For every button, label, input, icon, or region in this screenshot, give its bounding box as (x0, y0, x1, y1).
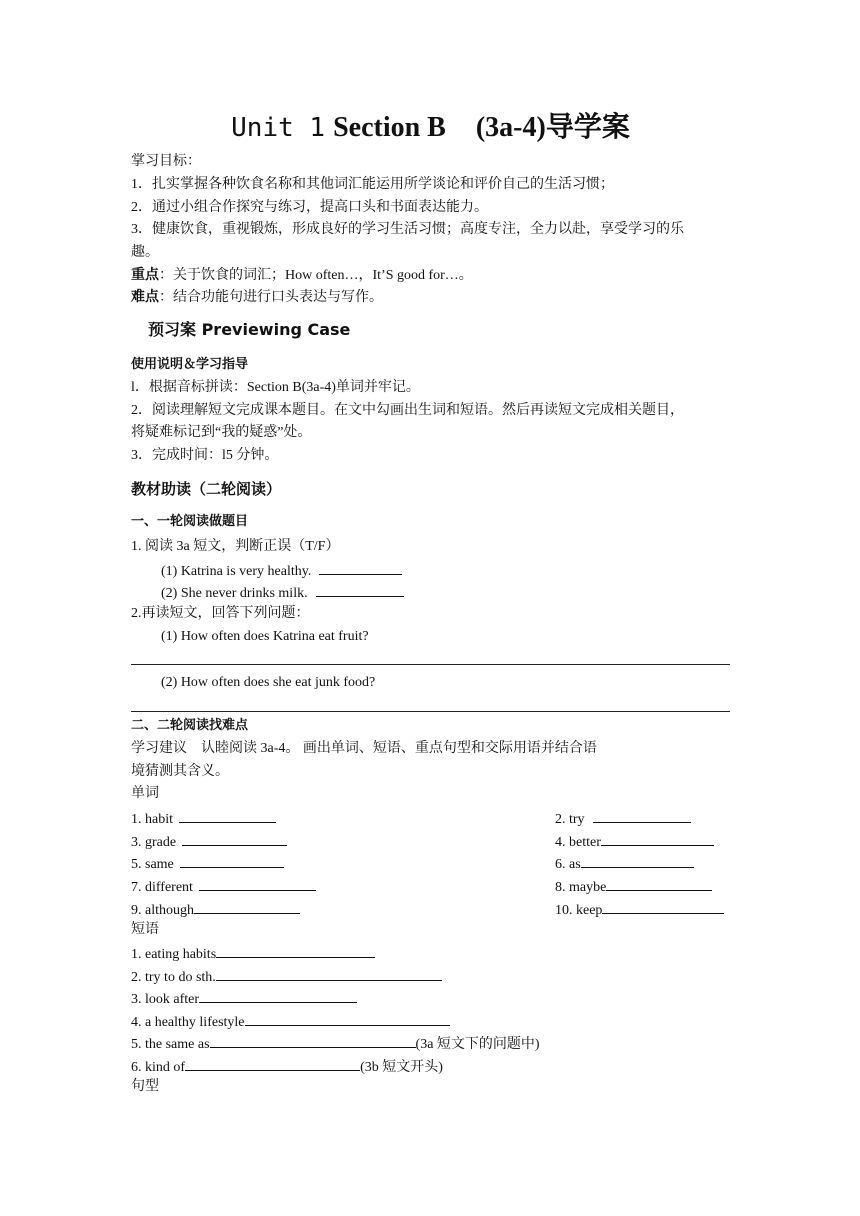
guide-item-3: 将疑难标记到“我的疑惑”处。 (131, 425, 312, 440)
second-reading-heading: 二、二轮阅读找难点 (131, 718, 249, 733)
study-advice-2: 境猜测其含义。 (131, 764, 229, 779)
qa-item-1: (1) How often does Katrina eat fruit? (161, 629, 369, 644)
title-section: Section B (333, 112, 446, 143)
key-text: ：关于饮食的词汇；How often…，It’S good for…。 (159, 268, 473, 283)
phrase-item (131, 1056, 443, 1078)
word-blank[interactable] (180, 853, 284, 868)
word-item (131, 899, 300, 921)
goal-item-2: 2．通过小组合作探究与练习，提高口头和书面表达能力。 (131, 200, 488, 215)
tf-item-1-text: (1) Katrina is very healthy. (161, 564, 312, 579)
guide-item-4: 3．完成时间：l5 分钟。 (131, 448, 279, 463)
answer-line-1[interactable] (131, 664, 730, 665)
goal-item-1: 1．扎实掌握各种饮食名称和其他词汇能运用所学谈论和评价自己的生活习惯； (131, 177, 614, 192)
word-item (131, 853, 284, 875)
guide-item-1: l．根据音标拼读：Section B(3a-4)单词并牢记。 (131, 380, 420, 395)
tf-blank-2[interactable] (316, 582, 404, 597)
word-item (555, 808, 691, 830)
word-blank[interactable] (602, 899, 724, 914)
phrase-item (131, 988, 357, 1010)
word-text: 10. keep (555, 903, 603, 918)
word-text: 4. better (555, 835, 601, 850)
goal-item-4: 趣。 (131, 245, 159, 260)
phrase-item (131, 1033, 540, 1055)
preview-heading: 预习案 Previewing Case (148, 320, 351, 339)
question-2: 2.再读短文，回答下列问题： (131, 606, 310, 621)
goals-heading: 掌习目标： (131, 154, 201, 169)
phrase-blank[interactable] (216, 966, 442, 981)
difficult-label: 难点 (131, 290, 159, 305)
word-text: 3. grade (131, 835, 177, 850)
word-item (555, 853, 694, 875)
word-text: 6. as (555, 857, 581, 872)
page-title (131, 108, 730, 148)
word-item (555, 831, 714, 853)
phrase-text: 6. kind of (131, 1060, 186, 1075)
phrase-blank[interactable] (185, 1056, 360, 1071)
tf-item-2 (161, 582, 404, 604)
phrase-text: 2. try to do sth. (131, 970, 216, 985)
word-blank[interactable] (601, 831, 714, 846)
key-points (131, 266, 473, 286)
word-item (131, 831, 287, 853)
word-blank[interactable] (182, 831, 287, 846)
goal-item-3: 3．健康饮食，重视锻炼，形成良好的学习生活习惯；高度专注，全力以赴，享受学习的乐 (131, 222, 684, 237)
first-reading-heading: 一、一轮阅读做题目 (131, 514, 249, 529)
reading-heading: 教材助读（二轮阅读） (131, 480, 282, 498)
phrase-text: 4. a healthy lifestyle (131, 1015, 245, 1030)
key-label: 重点 (131, 268, 159, 283)
phrase-blank[interactable] (245, 1011, 450, 1026)
word-text: 7. different (131, 880, 193, 895)
word-blank[interactable] (199, 876, 316, 891)
tf-blank-1[interactable] (319, 560, 402, 575)
phrase-item (131, 943, 375, 965)
phrase-note: (3a 短文下的问题中) (415, 1037, 540, 1052)
word-item (131, 808, 276, 830)
phrase-item (131, 1011, 450, 1033)
guide-item-2: 2．阅读理解短文完成课本题目。在文中勾画出生词和短语。然后再读短文完成相关题目， (131, 403, 684, 418)
phrase-item (131, 966, 442, 988)
word-text: 1. habit (131, 812, 173, 827)
question-1: 1. 阅读 3a 短文，判断正误（T/F） (131, 539, 340, 554)
word-blank[interactable] (606, 876, 712, 891)
word-blank[interactable] (593, 808, 691, 823)
phrase-text: 3. look after (131, 992, 200, 1007)
word-blank[interactable] (179, 808, 276, 823)
phrase-blank[interactable] (210, 1033, 416, 1048)
title-rest: (3a-4)导学案 (475, 112, 630, 143)
difficult-text: ：结合功能句进行口头表达与写作。 (159, 290, 383, 305)
title-unit: Unit 1 (231, 113, 326, 143)
tf-item-2-text: (2) She never drinks milk. (161, 586, 308, 601)
tf-item-1 (161, 560, 402, 582)
word-blank[interactable] (581, 853, 694, 868)
qa-item-2: (2) How often does she eat junk food? (161, 675, 376, 690)
word-text: 9. although (131, 903, 194, 918)
word-text: 5. same (131, 857, 174, 872)
answer-line-2[interactable] (131, 711, 730, 712)
word-item (555, 899, 724, 921)
phrase-note: (3b 短文开头) (360, 1060, 443, 1075)
guide-heading: 使用说明＆学习指导 (131, 357, 249, 372)
word-item (131, 876, 316, 898)
phrase-text: 5. the same as (131, 1037, 210, 1052)
sentences-label: 句型 (131, 1079, 159, 1094)
phrase-blank[interactable] (199, 988, 357, 1003)
phrase-text: 1. eating habits (131, 947, 217, 962)
study-advice-1: 学习建议 认睦阅读 3a-4。 画出单词、短语、重点句型和交际用语并结合语 (131, 741, 597, 756)
word-text: 8. maybe (555, 880, 607, 895)
phrases-label: 短语 (131, 922, 159, 937)
phrase-blank[interactable] (216, 943, 375, 958)
word-text: 2. try (555, 812, 585, 827)
difficult-points (131, 288, 383, 308)
word-item (555, 876, 712, 898)
words-label: 单词 (131, 786, 159, 801)
word-blank[interactable] (194, 899, 300, 914)
